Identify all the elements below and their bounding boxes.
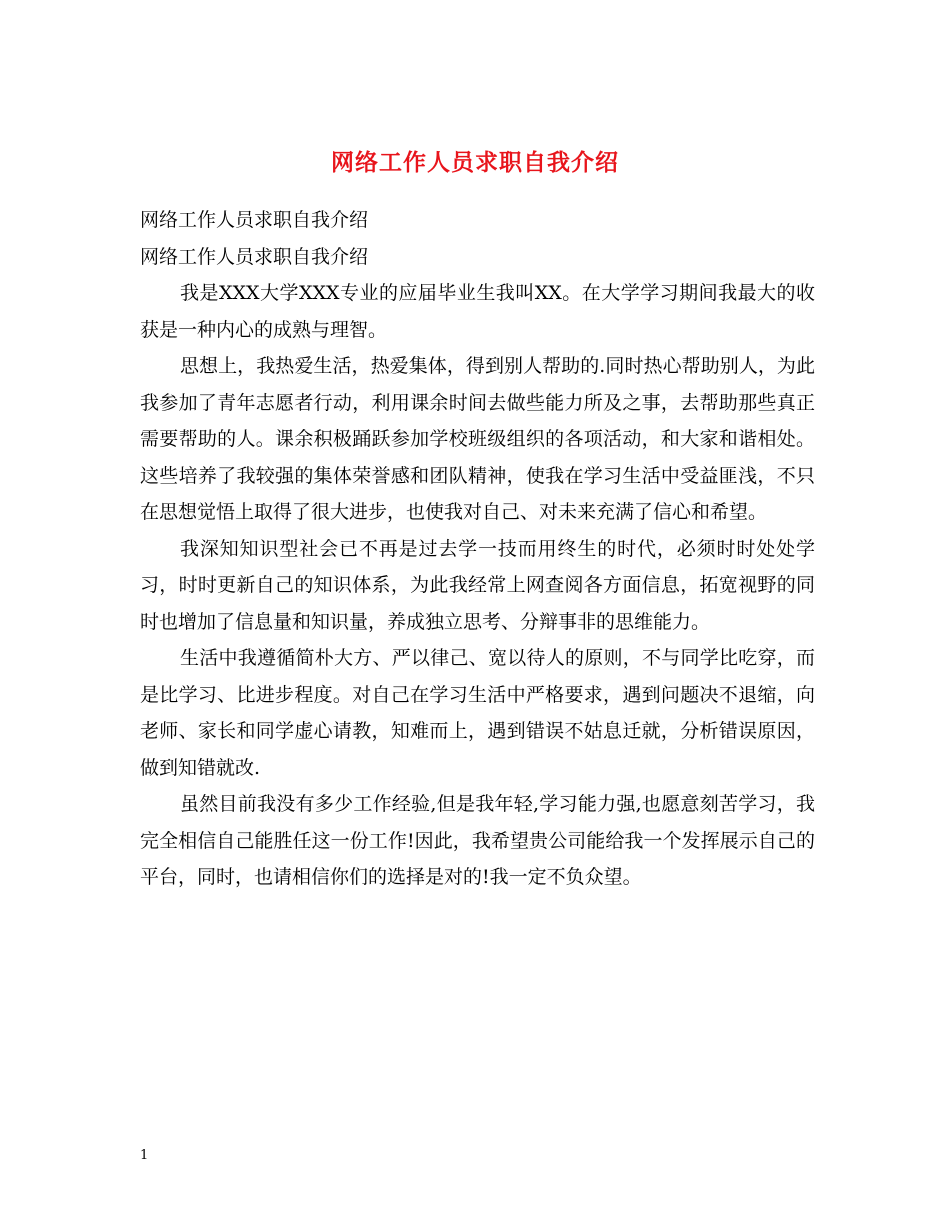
paragraph: 我深知知识型社会已不再是过去学一技而用终生的时代，必须时时处处学习，时时更新自己的知识体系，为此我经常上网查阅各方面信息，拓宽视野的同时也增加了信息量和知识量，养成独立思考、分辩事非的思维能力。 [140,537,815,633]
document-title: 网络工作人员求职自我介绍 [331,149,619,177]
paragraph: 生活中我遵循简朴大方、严以律己、宽以待人的原则，不与同学比吃穿，而是比学习、比进步程度。对自己在学习生活中严格要求，遇到问题决不退缩，向老师、家长和同学虚心请教，知难而上，遇到错误不姑息迁就，分析错误原因，做到知错就改. [140,647,815,779]
paragraph: 我是XXX大学XXX专业的应届毕业生我叫XX。在大学学习期间我最大的收获是一种内心的成熟与理智。 [140,282,815,341]
page-number: 1 [140,1148,149,1163]
paragraph: 虽然目前我没有多少工作经验,但是我年轻,学习能力强,也愿意刻苦学习，我完全相信自己能胜任这一份工作!因此，我希望贵公司能给我一个发挥展示自己的平台，同时，也请相信你们的选择是对的!我一定不负众望。 [140,793,815,888]
subtitle-line: 网络工作人员求职自我介绍 [140,245,369,268]
document-body [140,202,815,896]
subtitle-line: 网络工作人员求职自我介绍 [140,209,369,231]
paragraph: 思想上，我热爱生活，热爱集体，得到别人帮助的.同时热心帮助别人，为此我参加了青年志愿者行动，利用课余时间去做些能力所及之事，去帮助那些真正需要帮助的人。课余积极踊跃参加学校班级组织的各项活动，和大家和谐相处。这些培养了我较强的集体荣誉感和团队精神，使我在学习生活中受益匪浅，不只在思想觉悟上取得了很大进步，也使我对自己、对未来充满了信心和希望。 [140,355,815,523]
